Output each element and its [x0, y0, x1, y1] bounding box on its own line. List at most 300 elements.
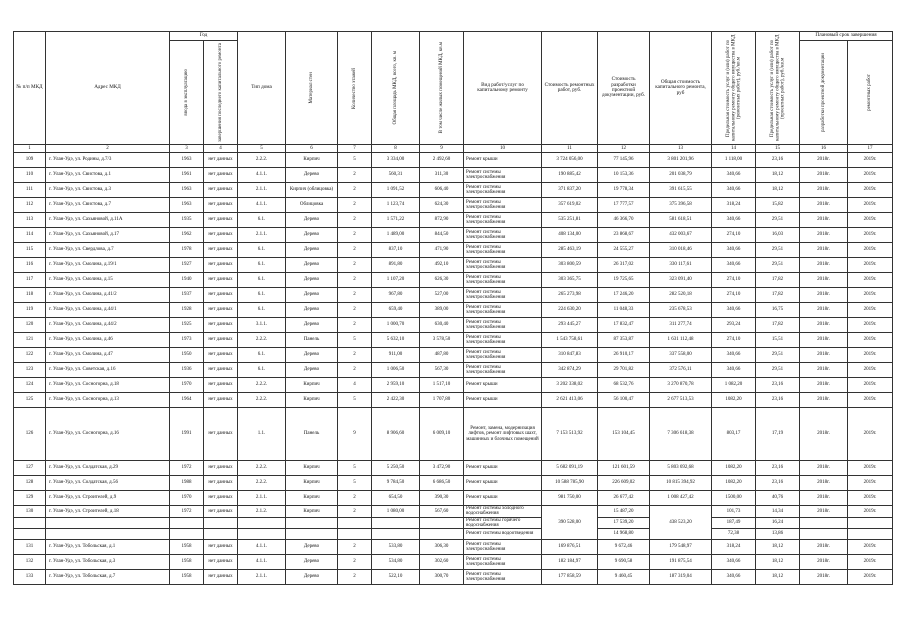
row-repair-cost: 3 724 056,00	[542, 153, 598, 168]
row-year: 1935	[170, 213, 204, 228]
row-plan-repair: 2019г.	[848, 258, 893, 273]
row-address: г. Улан-Удэ, ул. Сосногорна, д.16	[46, 408, 170, 461]
column-numbers-row	[14, 145, 893, 153]
row-house-type: 2.1.1.	[238, 183, 286, 198]
row-design-cost: 17 246,20	[598, 288, 650, 303]
row-number: 121	[14, 333, 46, 348]
row-wall-material: Дерево	[286, 273, 338, 288]
row-last-repair: нет данных	[204, 540, 238, 555]
row-wall-material: Дерево	[286, 570, 338, 585]
row-number: 111	[14, 183, 46, 198]
row-year: 1950	[170, 348, 204, 363]
row-repair-cost: 190 885,42	[542, 168, 598, 183]
row-last-repair: нет данных	[204, 333, 238, 348]
row-number: 115	[14, 243, 46, 258]
row-year: 1991	[170, 408, 204, 461]
row-floors: 2	[338, 213, 372, 228]
row-plan-design: 2018г.	[800, 333, 848, 348]
row-address: г. Улан-Удэ, ул. Смолина, д.47	[46, 348, 170, 363]
row-limit-repair: 318,24	[712, 198, 756, 213]
row-total-cost: 282 520,18	[650, 288, 712, 303]
table-row	[14, 198, 893, 213]
row-limit-repair: 1 118,00	[712, 153, 756, 168]
row-plan-repair: 2019г.	[848, 491, 893, 506]
row-address: г. Улан-Удэ, ул. Свердлова, д.7	[46, 243, 170, 258]
row-limit-repair: 293,24	[712, 318, 756, 333]
row-number	[14, 529, 46, 540]
row-wall-material: Дерево	[286, 228, 338, 243]
row-last-repair: нет данных	[204, 213, 238, 228]
row-living-area	[420, 529, 464, 540]
row-address	[46, 517, 170, 529]
header-plan-repair: ремонтных работ	[848, 41, 893, 145]
row-work-type: Ремонт крыши	[464, 393, 542, 408]
row-house-type: 6.1.	[238, 258, 286, 273]
row-limit-design: 23,16	[756, 476, 800, 491]
row-year: 1958	[170, 555, 204, 570]
row-repair-cost: 342 874,29	[542, 363, 598, 378]
row-year: 1961	[170, 168, 204, 183]
row-total-area: 659,40	[372, 303, 420, 318]
row-house-type: 2.1.2.	[238, 506, 286, 518]
row-limit-repair: 340,66	[712, 168, 756, 183]
row-floors: 2	[338, 555, 372, 570]
row-plan-design: 2018г.	[800, 363, 848, 378]
row-last-repair: нет данных	[204, 408, 238, 461]
row-work-type: Ремонт системы электроснабжения	[464, 318, 542, 333]
row-repair-cost: 177 858,59	[542, 570, 598, 585]
table-row	[14, 461, 893, 476]
row-plan-design: 2018г.	[800, 393, 848, 408]
row-house-type: 4.1.1.	[238, 168, 286, 183]
row-limit-design: 29,51	[756, 243, 800, 258]
row-wall-material: Кирпич	[286, 393, 338, 408]
row-house-type: 4.1.1.	[238, 540, 286, 555]
row-work-type: Ремонт системы электроснабжения	[464, 303, 542, 318]
row-number	[14, 517, 46, 529]
row-plan-repair: 2019г.	[848, 570, 893, 585]
header-work-type: Вид работ/услуг по капитальному ремонту	[464, 32, 542, 145]
row-limit-design: 29,51	[756, 213, 800, 228]
row-work-type: Ремонт системы электроснабжения	[464, 540, 542, 555]
row-work-type: Ремонт системы электроснабжения	[464, 258, 542, 273]
row-year: 1970	[170, 378, 204, 393]
row-wall-material: Дерево	[286, 213, 338, 228]
row-limit-repair: 72,38	[712, 529, 756, 540]
row-repair-cost: 390 528,00	[542, 506, 598, 540]
row-house-type: 4.1.1.	[238, 555, 286, 570]
row-year: 1963	[170, 183, 204, 198]
row-living-area: 300,70	[420, 570, 464, 585]
row-total-cost: 311 277,74	[650, 318, 712, 333]
row-wall-material	[286, 529, 338, 540]
row-total-cost: 1 008 427,42	[650, 491, 712, 506]
row-repair-cost: 303 800,59	[542, 258, 598, 273]
row-living-area: 1 707,80	[420, 393, 464, 408]
row-year: 1978	[170, 243, 204, 258]
row-wall-material: Облицовка	[286, 198, 338, 213]
row-plan-design: 2018г.	[800, 461, 848, 476]
row-total-area	[372, 517, 420, 529]
row-design-cost: 14 968,80	[598, 529, 650, 540]
row-wall-material: Дерево	[286, 540, 338, 555]
row-number: 120	[14, 318, 46, 333]
row-repair-cost: 357 619,02	[542, 198, 598, 213]
row-total-cost: 432 003,67	[650, 228, 712, 243]
row-total-area: 1 489,00	[372, 228, 420, 243]
row-design-cost: 24 555,27	[598, 243, 650, 258]
table-row	[14, 529, 893, 540]
row-wall-material: Дерево	[286, 363, 338, 378]
row-number: 119	[14, 303, 46, 318]
row-last-repair	[204, 517, 238, 529]
row-plan-design: 2018г.	[800, 318, 848, 333]
row-number: 114	[14, 228, 46, 243]
row-house-type: 6.1.	[238, 363, 286, 378]
row-floors: 2	[338, 273, 372, 288]
row-house-type: 6.1.	[238, 348, 286, 363]
row-limit-repair: 803,17	[712, 408, 756, 461]
row-living-area: 844,50	[420, 228, 464, 243]
header-limit-repair: Предельная стоимость услуг и (или) работ по капитальному ремонту общего имущества в МКД (ремонтных работ), руб./кв.м	[712, 32, 756, 145]
col-number: 11	[542, 145, 598, 153]
row-year: 1928	[170, 303, 204, 318]
row-design-cost: 26 677,42	[598, 491, 650, 506]
row-design-cost: 11 048,33	[598, 303, 650, 318]
row-work-type: Ремонт системы электроснабжения	[464, 570, 542, 585]
row-year: 1972	[170, 461, 204, 476]
row-wall-material: Дерево	[286, 243, 338, 258]
row-work-type: Ремонт системы электроснабжения	[464, 288, 542, 303]
header-num: № п/п МКД	[14, 32, 46, 145]
row-limit-design: 16,03	[756, 228, 800, 243]
row-plan-design: 2018г.	[800, 288, 848, 303]
row-address: г. Улан-Удэ, ул. Сосногорна, д.18	[46, 378, 170, 393]
row-floors: 5	[338, 153, 372, 168]
row-total-cost: 3 801 201,96	[650, 153, 712, 168]
col-number: 7	[338, 145, 372, 153]
row-year: 1927	[170, 258, 204, 273]
row-wall-material: Дерево	[286, 168, 338, 183]
row-living-area: 567,30	[420, 363, 464, 378]
row-total-area: 2 422,30	[372, 393, 420, 408]
row-house-type: 6.1.	[238, 288, 286, 303]
row-total-area: 1 107,20	[372, 273, 420, 288]
row-repair-cost: 285 463,19	[542, 243, 598, 258]
row-house-type: 2.2.2.	[238, 476, 286, 491]
row-limit-design: 23,16	[756, 461, 800, 476]
row-address: г. Улан-Удэ, ул. Смолина, д.41/2	[46, 288, 170, 303]
row-limit-repair: 1082,20	[712, 393, 756, 408]
row-plan-repair: 2019г.	[848, 393, 893, 408]
row-plan-repair: 2019г.	[848, 555, 893, 570]
row-address: г. Улан-Удэ, ул. Советская, д.16	[46, 363, 170, 378]
row-last-repair: нет данных	[204, 378, 238, 393]
row-plan-repair	[848, 529, 893, 540]
table-row	[14, 491, 893, 506]
row-limit-repair: 340,66	[712, 258, 756, 273]
table-row	[14, 333, 893, 348]
row-limit-design: 29,51	[756, 363, 800, 378]
row-design-cost: 29 701,82	[598, 363, 650, 378]
row-design-cost: 17 832,47	[598, 318, 650, 333]
row-house-type: 2.2.2.	[238, 393, 286, 408]
row-limit-design: 40,76	[756, 491, 800, 506]
row-last-repair: нет данных	[204, 288, 238, 303]
table-row	[14, 555, 893, 570]
row-limit-repair: 340,66	[712, 213, 756, 228]
row-living-area: 6 009,10	[420, 408, 464, 461]
row-last-repair: нет данных	[204, 198, 238, 213]
row-plan-design: 2018г.	[800, 243, 848, 258]
row-plan-design: 2018г.	[800, 153, 848, 168]
repair-table-sheet	[13, 31, 892, 585]
row-plan-design	[800, 529, 848, 540]
table-row	[14, 318, 893, 333]
row-floors: 5	[338, 476, 372, 491]
table-row	[14, 288, 893, 303]
table-row	[14, 168, 893, 183]
header-material: Материал стен	[286, 32, 338, 145]
row-limit-repair: 340,66	[712, 243, 756, 258]
row-address: г. Улан-Удэ, ул. Сахьяновой, д.17	[46, 228, 170, 243]
col-number: 15	[756, 145, 800, 153]
row-plan-repair: 2019г.	[848, 506, 893, 518]
table-row	[14, 517, 893, 529]
row-house-type: 2.1.1.	[238, 228, 286, 243]
row-last-repair: нет данных	[204, 393, 238, 408]
row-number: 113	[14, 213, 46, 228]
row-repair-cost: 535 251,81	[542, 213, 598, 228]
row-year: 1970	[170, 491, 204, 506]
row-work-type: Ремонт, замена, модернизация лифтов, ремонт лифтовых шахт, машинных и блочных помещений	[464, 408, 542, 461]
row-living-area: 302,60	[420, 555, 464, 570]
row-total-area: 654,50	[372, 491, 420, 506]
row-address: г. Улан-Удэ, ул. Свистова, д.1	[46, 168, 170, 183]
row-number: 133	[14, 570, 46, 585]
repair-table	[13, 31, 893, 585]
row-number: 122	[14, 348, 46, 363]
row-work-type: Ремонт системы электроснабжения	[464, 363, 542, 378]
row-repair-cost: 293 445,27	[542, 318, 598, 333]
table-row	[14, 393, 893, 408]
row-limit-design: 17,82	[756, 288, 800, 303]
row-floors: 9	[338, 408, 372, 461]
row-number: 130	[14, 506, 46, 518]
row-wall-material: Панель	[286, 408, 338, 461]
table-row	[14, 363, 893, 378]
row-work-type: Ремонт крыши	[464, 476, 542, 491]
row-floors: 2	[338, 570, 372, 585]
row-house-type: 6.1.	[238, 213, 286, 228]
row-wall-material: Дерево	[286, 318, 338, 333]
row-work-type: Ремонт системы водоотведения	[464, 529, 542, 540]
row-year	[170, 517, 204, 529]
row-plan-repair: 2019г.	[848, 273, 893, 288]
row-total-cost: 438 523,20	[650, 506, 712, 540]
row-work-type: Ремонт системы холодного водоснабжения	[464, 506, 542, 518]
row-work-type: Ремонт крыши	[464, 378, 542, 393]
row-total-cost: 187 319,04	[650, 570, 712, 585]
row-last-repair: нет данных	[204, 318, 238, 333]
row-living-area: 306,30	[420, 540, 464, 555]
row-floors: 2	[338, 258, 372, 273]
table-row	[14, 153, 893, 168]
row-address: г. Улан-Удэ, ул. Смолина, д.19/1	[46, 258, 170, 273]
row-floors: 2	[338, 243, 372, 258]
table-row	[14, 476, 893, 491]
row-number: 110	[14, 168, 46, 183]
row-house-type: 2.2.2.	[238, 378, 286, 393]
row-number: 127	[14, 461, 46, 476]
row-year: 1958	[170, 570, 204, 585]
row-number: 117	[14, 273, 46, 288]
row-living-area: 1 517,10	[420, 378, 464, 393]
row-wall-material: Кирпич	[286, 476, 338, 491]
row-year: 1958	[170, 540, 204, 555]
row-plan-design: 2018г.	[800, 303, 848, 318]
col-number: 8	[372, 145, 420, 153]
row-plan-design: 2018г.	[800, 228, 848, 243]
row-total-area: 1 080,00	[372, 506, 420, 518]
row-repair-cost: 371 837,20	[542, 183, 598, 198]
row-design-cost: 153 104,45	[598, 408, 650, 461]
row-total-area: 5 250,50	[372, 461, 420, 476]
row-last-repair: нет данных	[204, 273, 238, 288]
row-total-area: 1 571,22	[372, 213, 420, 228]
row-design-cost: 121 601,59	[598, 461, 650, 476]
row-work-type: Ремонт системы электроснабжения	[464, 183, 542, 198]
table-row	[14, 408, 893, 461]
row-plan-design: 2018г.	[800, 258, 848, 273]
row-year: 1962	[170, 228, 204, 243]
header-plan-design: разработки проектной документации	[800, 41, 848, 145]
row-plan-design: 2018г.	[800, 491, 848, 506]
table-row	[14, 348, 893, 363]
row-plan-design: 2018г.	[800, 476, 848, 491]
row-floors: 5	[338, 461, 372, 476]
row-design-cost: 226 609,02	[598, 476, 650, 491]
row-living-area: 567,60	[420, 506, 464, 518]
row-address: г. Улан-Удэ, ул. Смолина, д.46	[46, 333, 170, 348]
row-total-area: 3 334,00	[372, 153, 420, 168]
row-design-cost: 68 532,76	[598, 378, 650, 393]
row-floors: 5	[338, 333, 372, 348]
row-total-cost: 391 615,55	[650, 183, 712, 198]
row-repair-cost: 265 273,98	[542, 288, 598, 303]
row-floors: 2	[338, 228, 372, 243]
row-house-type: 2.2.2.	[238, 333, 286, 348]
row-living-area: 872,90	[420, 213, 464, 228]
col-number: 14	[712, 145, 756, 153]
row-living-area: 3 578,50	[420, 333, 464, 348]
row-work-type: Ремонт крыши	[464, 461, 542, 476]
row-limit-design: 18,12	[756, 168, 800, 183]
row-limit-design: 23,16	[756, 393, 800, 408]
row-number: 123	[14, 363, 46, 378]
row-living-area	[420, 517, 464, 529]
row-living-area: 2 492,60	[420, 153, 464, 168]
row-total-area	[372, 529, 420, 540]
row-limit-design: 14,34	[756, 506, 800, 518]
row-total-area: 522,10	[372, 570, 420, 585]
row-last-repair: нет данных	[204, 228, 238, 243]
row-year: 1925	[170, 318, 204, 333]
row-total-area: 534,80	[372, 555, 420, 570]
row-limit-repair: 318,24	[712, 540, 756, 555]
row-design-cost: 87 353,87	[598, 333, 650, 348]
row-number: 131	[14, 540, 46, 555]
row-design-cost: 56 100,47	[598, 393, 650, 408]
row-limit-repair: 340,66	[712, 348, 756, 363]
row-house-type: 2.1.1.	[238, 570, 286, 585]
row-floors: 4	[338, 378, 372, 393]
row-design-cost: 17 539,20	[598, 517, 650, 529]
table-row	[14, 243, 893, 258]
row-wall-material: Кирпич (облицовка)	[286, 183, 338, 198]
row-address: г. Улан-Удэ, ул. Строителей, д.18	[46, 506, 170, 518]
row-total-area: 837,10	[372, 243, 420, 258]
row-total-cost: 2 677 513,53	[650, 393, 712, 408]
row-plan-repair: 2019г.	[848, 378, 893, 393]
row-design-cost: 46 366,70	[598, 213, 650, 228]
row-design-cost: 26 317,02	[598, 258, 650, 273]
row-limit-design: 17,82	[756, 273, 800, 288]
row-design-cost: 26 910,17	[598, 348, 650, 363]
row-total-cost: 179 548,97	[650, 540, 712, 555]
row-floors: 2	[338, 183, 372, 198]
row-total-area: 1 123,74	[372, 198, 420, 213]
row-year: 1964	[170, 393, 204, 408]
row-wall-material: Кирпич	[286, 461, 338, 476]
row-work-type: Ремонт системы горячего водоснабжения	[464, 517, 542, 529]
row-house-type: 2.2.2.	[238, 153, 286, 168]
row-last-repair: нет данных	[204, 258, 238, 273]
header-year-group: Год	[170, 32, 238, 41]
row-living-area: 471,90	[420, 243, 464, 258]
row-limit-design: 29,51	[756, 258, 800, 273]
row-limit-repair: 340,66	[712, 183, 756, 198]
row-address: г. Улан-Удэ, ул. Свистова, д.7	[46, 198, 170, 213]
row-plan-repair: 2019г.	[848, 198, 893, 213]
row-design-cost: 77 145,96	[598, 153, 650, 168]
row-design-cost: 9 672,46	[598, 540, 650, 555]
row-limit-repair: 1 082,20	[712, 378, 756, 393]
row-plan-design: 2018г.	[800, 540, 848, 555]
row-limit-repair: 340,66	[712, 570, 756, 585]
row-repair-cost: 224 630,20	[542, 303, 598, 318]
row-address: г. Улан-Удэ, ул. Свистова, д.3	[46, 183, 170, 198]
row-limit-repair: 274,10	[712, 288, 756, 303]
row-year: 1972	[170, 506, 204, 518]
row-limit-design: 13,86	[756, 529, 800, 540]
row-plan-repair: 2019г.	[848, 228, 893, 243]
table-row	[14, 303, 893, 318]
col-number: 17	[848, 145, 893, 153]
col-number: 12	[598, 145, 650, 153]
row-last-repair: нет данных	[204, 476, 238, 491]
table-row	[14, 506, 893, 518]
row-limit-design: 17,19	[756, 408, 800, 461]
row-total-area: 9 784,50	[372, 476, 420, 491]
row-living-area: 630,40	[420, 318, 464, 333]
row-plan-repair	[848, 517, 893, 529]
row-last-repair: нет данных	[204, 506, 238, 518]
row-repair-cost: 981 750,00	[542, 491, 598, 506]
row-repair-cost: 1 543 758,61	[542, 333, 598, 348]
row-wall-material: Дерево	[286, 303, 338, 318]
row-plan-design: 2018г.	[800, 408, 848, 461]
